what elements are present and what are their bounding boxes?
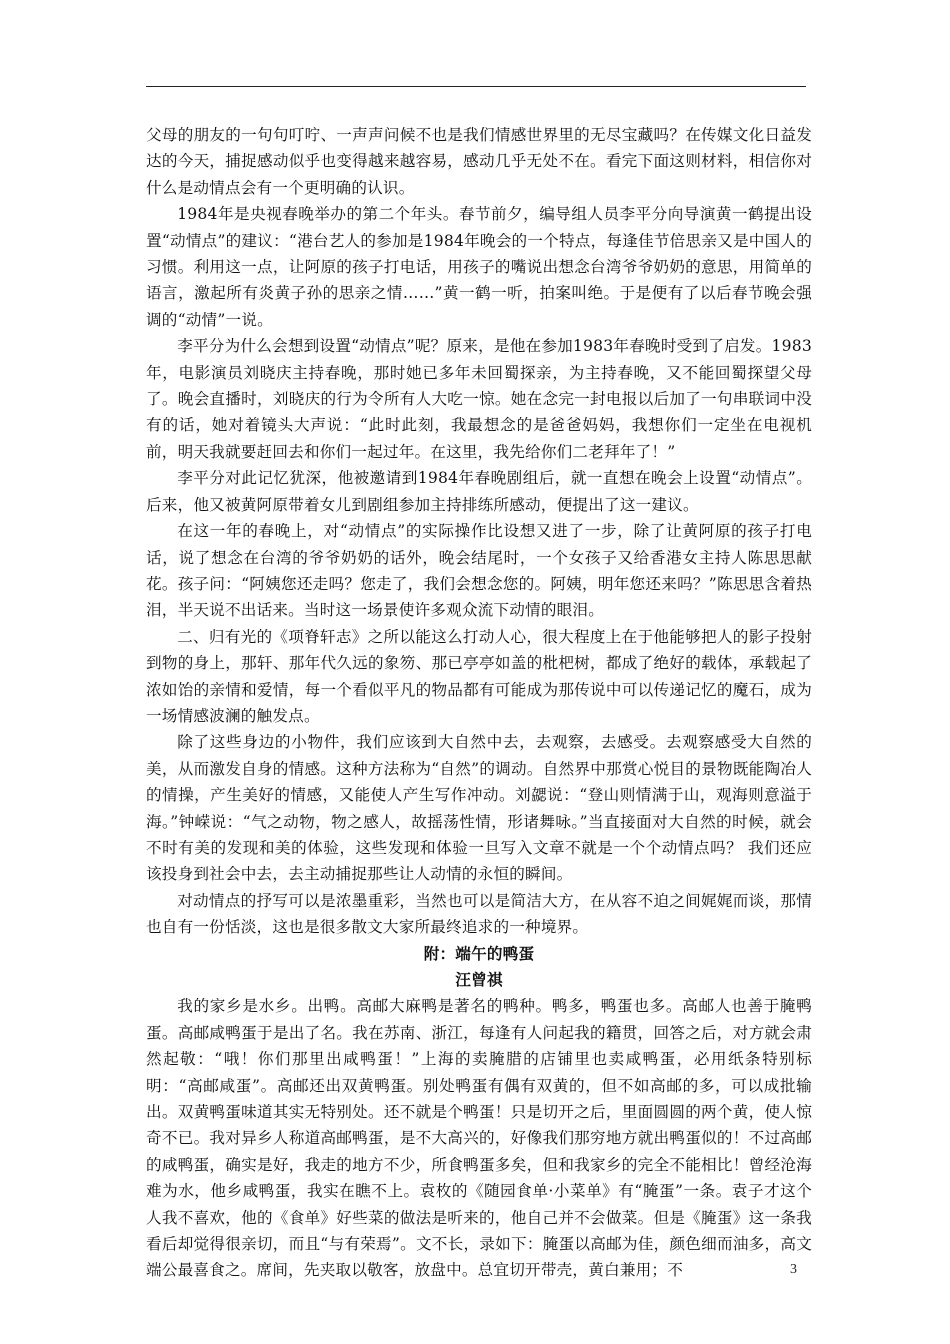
body-paragraph: 二、归有光的《项脊轩志》之所以能这么打动人心，很大程度上在于他能够把人的影子投射到物的身上，那轩、那年代久远的象笏、那已亭亭如盖的枇杷树，都成了绝好的载体，承载起了浓如饴的亲情和爱情，每一个看似平凡的物品都有可能成为那传说中可以传递记忆的魔石，成为一场情感波澜的触发点。 [146,627,812,725]
body-paragraph: 在这一年的春晚上，对“动情点”的实际操作比设想又进了一步，除了让黄阿原的孩子打电话，说了想念在台湾的爷爷奶奶的话外，晚会结尾时，一个女孩子又给香港女主持人陈思思献花。孩子问：“阿姨您还走吗？您走了，我们会想念您的。阿姨，明年您还来吗？”陈思思含着热泪，半天说不出话来。当时这一场景使许多观众流下动情的眼泪。 [146,522,812,620]
body-paragraph: 李平分为什么会想到设置“动情点”呢？原来，是他在参加1983年春晚时受到了启发。1983年，电影演员刘晓庆主持春晚，那时她已多年未回蜀探亲，为主持春晚，又不能回蜀探望父母了。晚会直播时，刘晓庆的行为令所有人大吃一惊。她在念完一封电报以后加了一句串联词中没有的话，她对着镜头大声说：“此时此刻，我最想念的是爸爸妈妈，我想你们一定坐在电视机前，明天我就要赶回去和你们一起过年。在这里，我先给你们二老拜年了！” [146,337,812,461]
page-body [146,122,812,1284]
body-paragraph: 对动情点的抒写可以是浓墨重彩，当然也可以是简洁大方，在从容不迫之间娓娓而谈，那情也自有一份恬淡，这也是很多散文大家所最终追求的一种境界。 [146,891,812,937]
page-number: 3 [790,1262,797,1277]
body-paragraph: 李平分对此记忆犹深，他被邀请到1984年春晚剧组后，就一直想在晚会上设置“动情点”。后来，他又被黄阿原带着女儿到剧组参加主持排练所感动，便提出了这一建议。 [146,469,812,514]
body-paragraph: 父母的朋友的一句句叮咛、一声声问候不也是我们情感世界里的无尽宝藏吗？在传媒文化日益发达的今天，捕捉感动似乎也变得越来越容易，感动几乎无处不在。看完下面这则材料，相信你对什么是动情点会有一个更明确的认识。 [146,126,812,197]
header-rule [146,86,806,87]
body-paragraph: 1984年是央视春晚举办的第二个年头。春节前夕，编导组人员李平分向导演黄一鹤提出设置“动情点”的建议：“港台艺人的参加是1984年晚会的一个特点，每逢佳节倍思亲又是中国人的习惯。利用这一点，让阿原的孩子打电话，用孩子的嘴说出想念台湾爷爷奶奶的意思，用简单的语言，激起所有炎黄子孙的思亲之情……”黄一鹤一听，拍案叫绝。于是便有了以后春节晚会强调的“动情”一说。 [146,205,812,329]
appendix-author: 汪曾祺 [455,970,503,989]
appendix-title: 附：端午的鸭蛋 [423,943,535,963]
body-paragraph: 除了这些身边的小物件，我们应该到大自然中去，去观察，去感受。去观察感受大自然的美，从而激发自身的情感。这种方法称为“自然”的调动。自然界中那赏心悦目的景物既能陶冶人的情操，产生美好的情感，又能使人产生写作冲动。刘勰说：“登山则情满于山，观海则意溢于海。”钟嵘说：“气之动物，物之感人，故摇荡性情，形诸舞咏。”当直接面对大自然的时候，就会不时有美的发现和美的体验，这些发现和体验一旦写入文章不就是一个个动情点吗？ 我们还应该投身到社会中去，去主动捕捉那些让人动情的永恒的瞬间。 [146,733,812,884]
essay-paragraph: 我的家乡是水乡。出鸭。高邮大麻鸭是著名的鸭种。鸭多，鸭蛋也多。高邮人也善于腌鸭蛋。高邮咸鸭蛋于是出了名。我在苏南、浙江，每逢有人问起我的籍贯，回答之后，对方就会肃然起敬：“哦！你们那里出咸鸭蛋！”上海的卖腌腊的店铺里也卖咸鸭蛋，必用纸条特别标明：“高邮咸蛋”。高邮还出双黄鸭蛋。别处鸭蛋有偶有双黄的，但不如高邮的多，可以成批输出。双黄鸭蛋味道其实无特别处。还不就是个鸭蛋！只是切开之后，里面圆圆的两个黄，使人惊奇不已。我对异乡人称道高邮鸭蛋，是不大高兴的，好像我们那穷地方就出鸭蛋似的！不过高邮的咸鸭蛋，确实是好，我走的地方不少，所食鸭蛋多矣，但和我家乡的完全不能相比！曾经沧海难为水，他乡咸鸭蛋，我实在瞧不上。袁枚的《随园食单·小菜单》有“腌蛋”一条。袁子才这个人我不喜欢，他的《食单》好些菜的做法是听来的，他自己并不会做菜。但是《腌蛋》这一条我看后却觉得很亲切，而且“与有荣焉”。文不长，录如下：腌蛋以高邮为佳，颜色细而油多，高文端公最喜食之。席间，先夹取以敬客，放盘中。总宜切开带壳，黄白兼用；不 [146,997,812,1280]
